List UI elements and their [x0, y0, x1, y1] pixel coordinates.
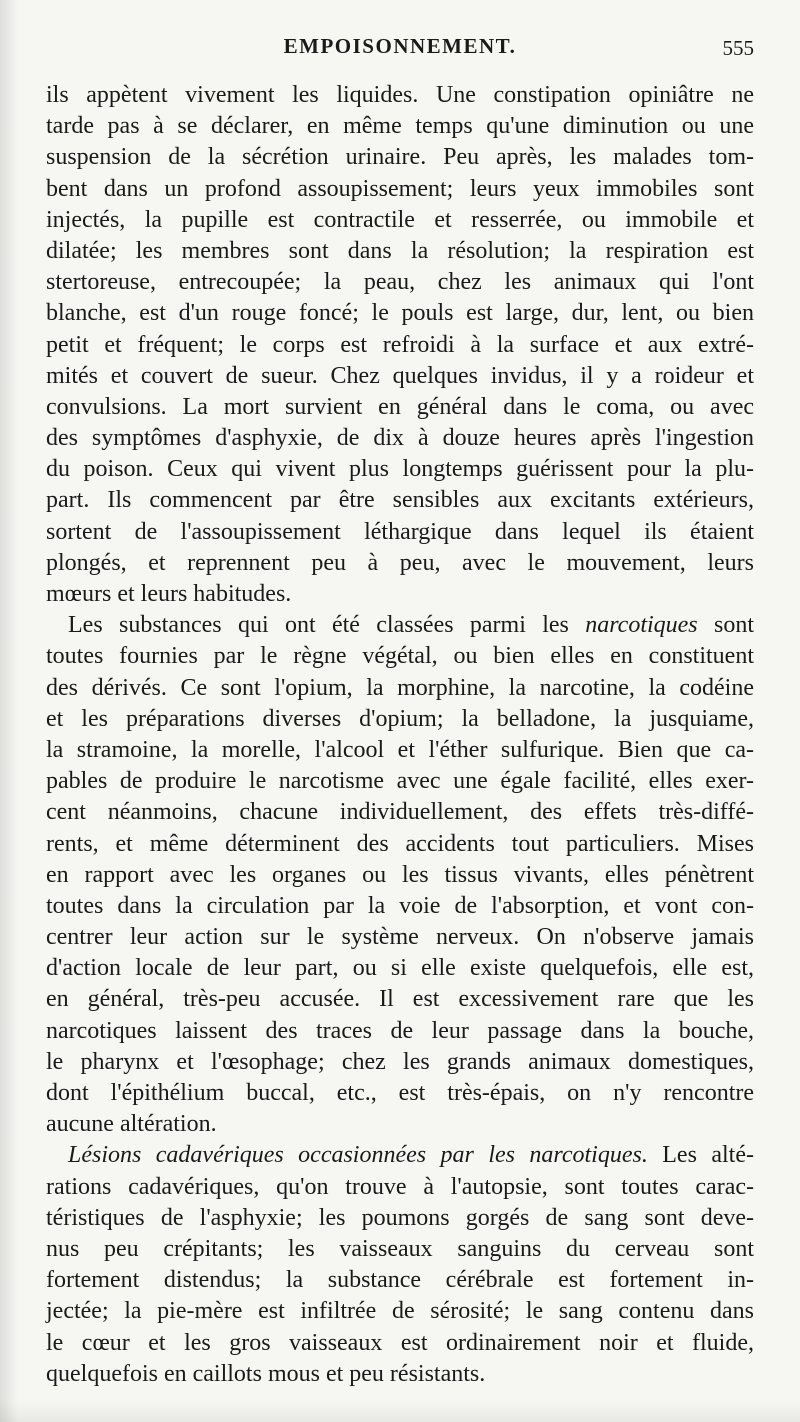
- text-segment: suspension de la sécrétion urinaire. Peu après, les malades tom-: [46, 144, 754, 171]
- text-line: [46, 1140, 754, 1171]
- text-segment: tarde pas à se déclarer, en même temps qu'une diminution ou une: [46, 113, 754, 140]
- text-segment: petit et fréquent; le corps est refroidi à la surface et aux extré-: [46, 331, 754, 358]
- text-line: [46, 673, 754, 704]
- text-line: [46, 517, 754, 548]
- text-line: [46, 392, 754, 423]
- text-line: [46, 142, 754, 173]
- text-line: [46, 548, 754, 579]
- text-line: [46, 485, 754, 516]
- text-segment: sortent de l'assoupissement léthargique dans lequel ils étaient: [46, 518, 754, 545]
- text-line: [46, 984, 754, 1015]
- text-line: [46, 610, 754, 641]
- text-line: [46, 953, 754, 984]
- text-segment: des symptômes d'asphyxie, de dix à douze heures après l'ingestion: [46, 425, 754, 452]
- text-line: [46, 1203, 754, 1234]
- text-line: [46, 267, 754, 298]
- text-line: [46, 1047, 754, 1078]
- text-segment: injectés, la pupille est contractile et resserrée, ou immobile et: [46, 206, 754, 233]
- text-segment: dont l'épithélium buccal, etc., est très-épais, on n'y rencontre: [46, 1080, 754, 1106]
- text-segment: mités et couvert de sueur. Chez quelques invidus, il y a roideur et: [46, 362, 754, 389]
- running-title: EMPOISONNEMENT.: [283, 34, 517, 58]
- text-line: [46, 174, 754, 205]
- text-segment: toutes dans la circulation par la voie de l'absorption, et vont con-: [46, 892, 754, 919]
- text-segment: la stramoine, la morelle, l'alcool et l'éther sulfurique. Bien que ca-: [46, 736, 754, 763]
- text-segment: ils appètent vivement les liquides. Une constipation opiniâtre ne: [46, 82, 754, 108]
- text-segment: en rapport avec les organes ou les tissus vivants, elles pénètrent: [46, 861, 754, 888]
- text-segment: téristiques de l'asphyxie; les poumons gorgés de sang sont deve-: [46, 1204, 754, 1231]
- text-segment: convulsions. La mort survient en général dans le coma, ou avec: [46, 393, 754, 420]
- text-line: [46, 1328, 754, 1359]
- text-segment: part. Ils commencent par être sensibles aux excitants extérieurs,: [46, 487, 754, 514]
- text-line: [46, 829, 754, 860]
- text-segment: pables de produire le narcotisme avec une égale facilité, elles exer-: [46, 768, 754, 795]
- body-text: [46, 80, 754, 1390]
- text-segment: rations cadavériques, qu'on trouve à l'autopsie, sont toutes carac-: [46, 1173, 754, 1200]
- text-segment: stertoreuse, entrecoupée; la peau, chez les animaux qui l'ont: [46, 269, 754, 296]
- text-segment: mœurs et leurs habitudes.: [46, 581, 292, 607]
- text-segment: fortement distendus; la substance cérébrale est fortement in-: [46, 1267, 754, 1294]
- text-segment: Les alté-: [647, 1142, 754, 1169]
- text-line: [46, 361, 754, 392]
- text-line: [46, 1016, 754, 1047]
- text-line: [46, 236, 754, 267]
- text-segment: cent néanmoins, chacune individuellement, des effets très-diffé-: [46, 799, 754, 826]
- text-line: [46, 641, 754, 672]
- text-segment: sont: [697, 612, 754, 639]
- text-line: [46, 797, 754, 828]
- text-segment: des dérivés. Ce sont l'opium, la morphine, la narcotine, la codéine: [46, 674, 754, 701]
- text-segment: nus peu crépitants; les vaisseaux sanguins du cerveau sont: [46, 1235, 754, 1262]
- text-segment: en général, très-peu accusée. Il est excessivement rare que les: [46, 986, 754, 1013]
- text-line: [46, 891, 754, 922]
- text-segment: toutes fournies par le règne végétal, ou bien elles en constituent: [46, 643, 754, 670]
- text-line: [46, 1078, 754, 1109]
- text-segment: le cœur et les gros vaisseaux est ordinairement noir et fluide,: [46, 1329, 754, 1356]
- text-line: [46, 1172, 754, 1203]
- text-line: [46, 766, 754, 797]
- text-line: [46, 298, 754, 329]
- italic-text-segment: Lésions cadavériques occasionnées par les narcotiques.: [68, 1142, 648, 1169]
- text-segment: jectée; la pie-mère est infiltrée de sérosité; le sang contenu dans: [46, 1298, 754, 1325]
- text-segment: d'action locale de leur part, ou si elle existe quelquefois, elle est,: [46, 955, 754, 982]
- text-segment: Les substances qui ont été classées parmi les: [68, 612, 586, 639]
- text-line: [46, 579, 754, 610]
- page-number: 555: [722, 36, 754, 60]
- text-segment: rents, et même déterminent des accidents tout particuliers. Mises: [46, 830, 754, 857]
- text-segment: aucune altération.: [46, 1111, 217, 1138]
- text-segment: quelquefois en caillots mous et peu résistants.: [46, 1360, 486, 1387]
- text-line: [46, 423, 754, 454]
- text-line: [46, 735, 754, 766]
- text-line: [46, 1296, 754, 1327]
- text-line: [46, 80, 754, 111]
- text-line: [46, 1234, 754, 1265]
- text-line: [46, 111, 754, 142]
- text-segment: centrer leur action sur le système nerveux. On n'observe jamais: [46, 924, 754, 951]
- text-line: [46, 860, 754, 891]
- text-segment: dilatée; les membres sont dans la résolution; la respiration est: [46, 237, 754, 264]
- italic-text-segment: narcotiques: [585, 612, 698, 639]
- text-segment: blanche, est d'un rouge foncé; le pouls est large, dur, lent, ou bien: [46, 300, 754, 327]
- text-line: [46, 330, 754, 361]
- text-line: [46, 922, 754, 953]
- text-segment: du poison. Ceux qui vivent plus longtemps guérissent pour la plu-: [46, 456, 754, 483]
- text-line: [46, 1265, 754, 1296]
- text-line: [46, 205, 754, 236]
- text-segment: le pharynx et l'œsophage; chez les grands animaux domestiques,: [46, 1048, 754, 1075]
- page-header: [46, 32, 754, 66]
- text-line: [46, 1109, 754, 1140]
- text-line: [46, 704, 754, 735]
- text-segment: bent dans un profond assoupissement; leurs yeux immobiles sont: [46, 175, 754, 202]
- text-line: [46, 454, 754, 485]
- text-segment: et les préparations diverses d'opium; la belladone, la jusquiame,: [46, 705, 754, 732]
- text-segment: plongés, et reprennent peu à peu, avec le mouvement, leurs: [46, 549, 754, 576]
- text-segment: narcotiques laissent des traces de leur passage dans la bouche,: [46, 1017, 754, 1044]
- text-line: [46, 1359, 754, 1390]
